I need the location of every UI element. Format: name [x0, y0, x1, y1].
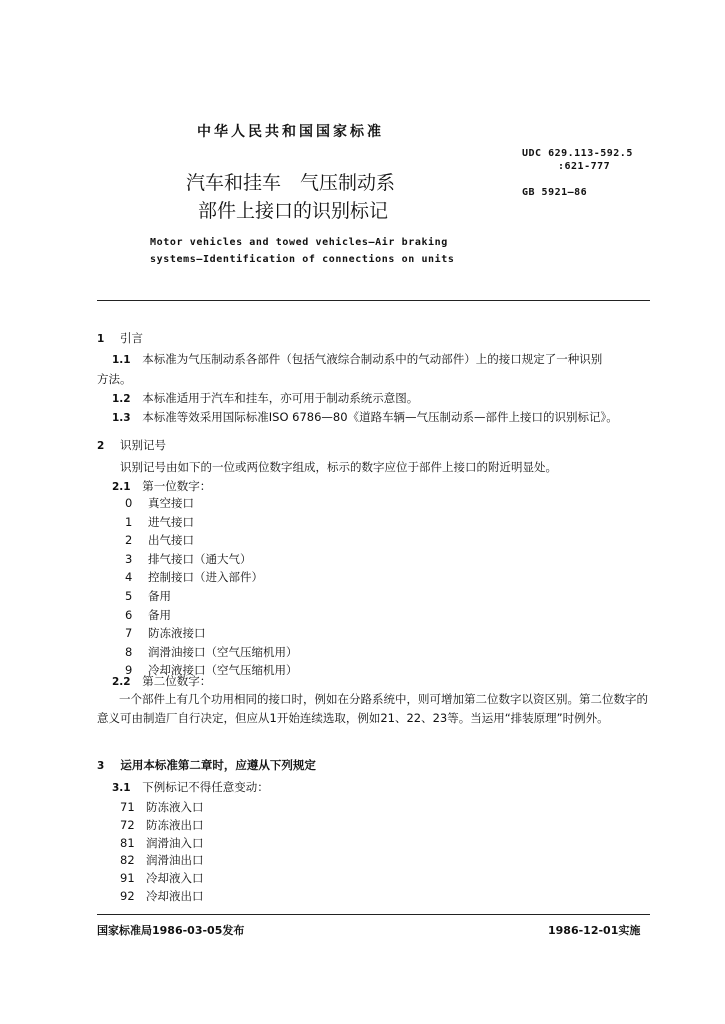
clause-2-2 [112, 673, 211, 689]
code-number: 4 [125, 570, 133, 585]
fixed-code-row [120, 888, 204, 904]
udc-code [522, 147, 633, 173]
first-digit-row [125, 569, 263, 585]
title-en-line-1: Motor vehicles and towed vehicles—Air braking [150, 237, 448, 248]
clause-3-1 [112, 779, 269, 795]
code-label: 控制接口（进入部件） [148, 570, 263, 585]
clause-text: 本标准为气压制动系各部件（包括气液综合制动系中的气动部件）上的接口规定了一种识别 [142, 352, 603, 366]
code-label: 真空接口 [148, 496, 194, 510]
code-number: 92 [120, 889, 135, 903]
first-digit-row [125, 588, 171, 604]
code-number: 5 [125, 589, 133, 603]
section-2-heading [97, 437, 166, 453]
title-en-line-2: systems—Identification of connections on units [150, 254, 455, 265]
code-number: 7 [125, 626, 133, 641]
first-digit-row [125, 644, 298, 660]
clause-1-3 [112, 409, 618, 425]
document-title-cn [186, 169, 395, 225]
code-number: 81 [120, 835, 135, 850]
code-number: 91 [120, 871, 135, 886]
section-title: 识别记号 [119, 438, 166, 452]
section-number: 3 [97, 760, 105, 772]
section-title: 引言 [119, 331, 143, 345]
title-cn-line-1: 汽车和挂车 气压制动系 [186, 172, 396, 194]
clause-number: 3.1 [112, 782, 131, 794]
code-label: 进气接口 [148, 514, 194, 529]
footer-divider [97, 914, 650, 915]
gb-number: GB 5921—86 [522, 187, 588, 198]
fixed-code-row [120, 835, 204, 851]
code-number: 3 [125, 551, 133, 566]
code-number: 71 [120, 800, 135, 814]
title-cn-line-2: 部件上接口的识别标记 [198, 200, 389, 222]
clause-text: 下例标记不得任意变动： [142, 780, 269, 794]
section-2-intro: 识别记号由如下的一位或两位数字组成，标示的数字应位于部件上接口的附近明显处。 [120, 460, 557, 474]
clause-text: 第二位数字： [142, 674, 212, 688]
clause-1-2 [112, 390, 418, 406]
clause-1-1 [112, 351, 602, 367]
document-title-en [150, 234, 455, 268]
code-label: 防冻液入口 [146, 800, 204, 814]
issuing-country-header: 中华人民共和国国家标准 [197, 124, 384, 140]
section-3-heading [97, 757, 316, 773]
code-number: 72 [120, 817, 135, 832]
clause-1-1-cont: 方法。 [97, 372, 132, 386]
section-number: 1 [97, 333, 105, 345]
code-label: 润滑油入口 [146, 835, 204, 850]
first-digit-row [125, 607, 171, 623]
code-label: 冷却液出口 [146, 889, 204, 903]
clause-text: 第一位数字： [142, 479, 212, 493]
code-label: 冷却液接口（空气压缩机用） [148, 663, 298, 678]
clause-number: 1.2 [112, 393, 131, 405]
udc-line-2: :621-777 [558, 161, 611, 172]
section-1-heading [97, 330, 143, 346]
first-digit-row [125, 551, 252, 567]
code-label: 防冻液出口 [146, 817, 204, 832]
code-number: 8 [125, 644, 133, 659]
code-label: 排气接口（通大气） [148, 551, 252, 566]
code-label: 润滑油出口 [146, 853, 204, 868]
clause-number: 1.3 [112, 412, 131, 424]
first-digit-row [125, 625, 206, 641]
clause-text: 本标准适用于汽车和挂车，亦可用于制动系统示意图。 [142, 391, 419, 405]
clause-2-1 [112, 478, 211, 494]
code-number: 2 [125, 533, 133, 548]
section-title: 运用本标准第二章时，应遵从下列规定 [120, 758, 316, 772]
effective-date: 1986-12-01实施 [548, 924, 641, 937]
first-digit-row [125, 495, 194, 511]
fixed-code-row [120, 870, 204, 886]
code-label: 润滑油接口（空气压缩机用） [148, 644, 298, 659]
clause-number: 2.2 [112, 676, 131, 688]
code-number: 0 [125, 496, 133, 510]
code-number: 1 [125, 514, 133, 529]
code-number: 6 [125, 607, 133, 622]
code-label: 备用 [148, 607, 171, 622]
udc-line-1: UDC 629.113-592.5 [522, 148, 633, 159]
code-number: 9 [125, 663, 133, 678]
code-label: 冷却液入口 [146, 871, 204, 886]
first-digit-row [125, 514, 194, 530]
code-number: 82 [120, 853, 135, 868]
section-number: 2 [97, 440, 105, 452]
issued-date: 国家标准局1986-03-05发布 [97, 924, 245, 937]
header-divider [97, 300, 650, 301]
first-digit-row [125, 532, 194, 548]
fixed-code-row [120, 799, 204, 815]
code-label: 防冻液接口 [148, 626, 206, 641]
clause-number: 1.1 [112, 354, 131, 366]
clause-2-2-paragraph: 一个部件上有几个功用相同的接口时，例如在分路系统中，则可增加第二位数字以资区别。第二位数字的意义可由制造厂自行决定，但应从1开始连续选取，例如21、22、23等。当运用“排装原理”时例外。 [97, 692, 648, 725]
code-label: 备用 [148, 589, 171, 603]
code-label: 出气接口 [148, 533, 194, 548]
clause-text: 本标准等效采用国际标准ISO 6786—80《道路车辆—气压制动系—部件上接口的识别标记》。 [142, 410, 618, 424]
fixed-code-row [120, 817, 204, 833]
fixed-code-row [120, 852, 204, 868]
clause-number: 2.1 [112, 481, 131, 493]
